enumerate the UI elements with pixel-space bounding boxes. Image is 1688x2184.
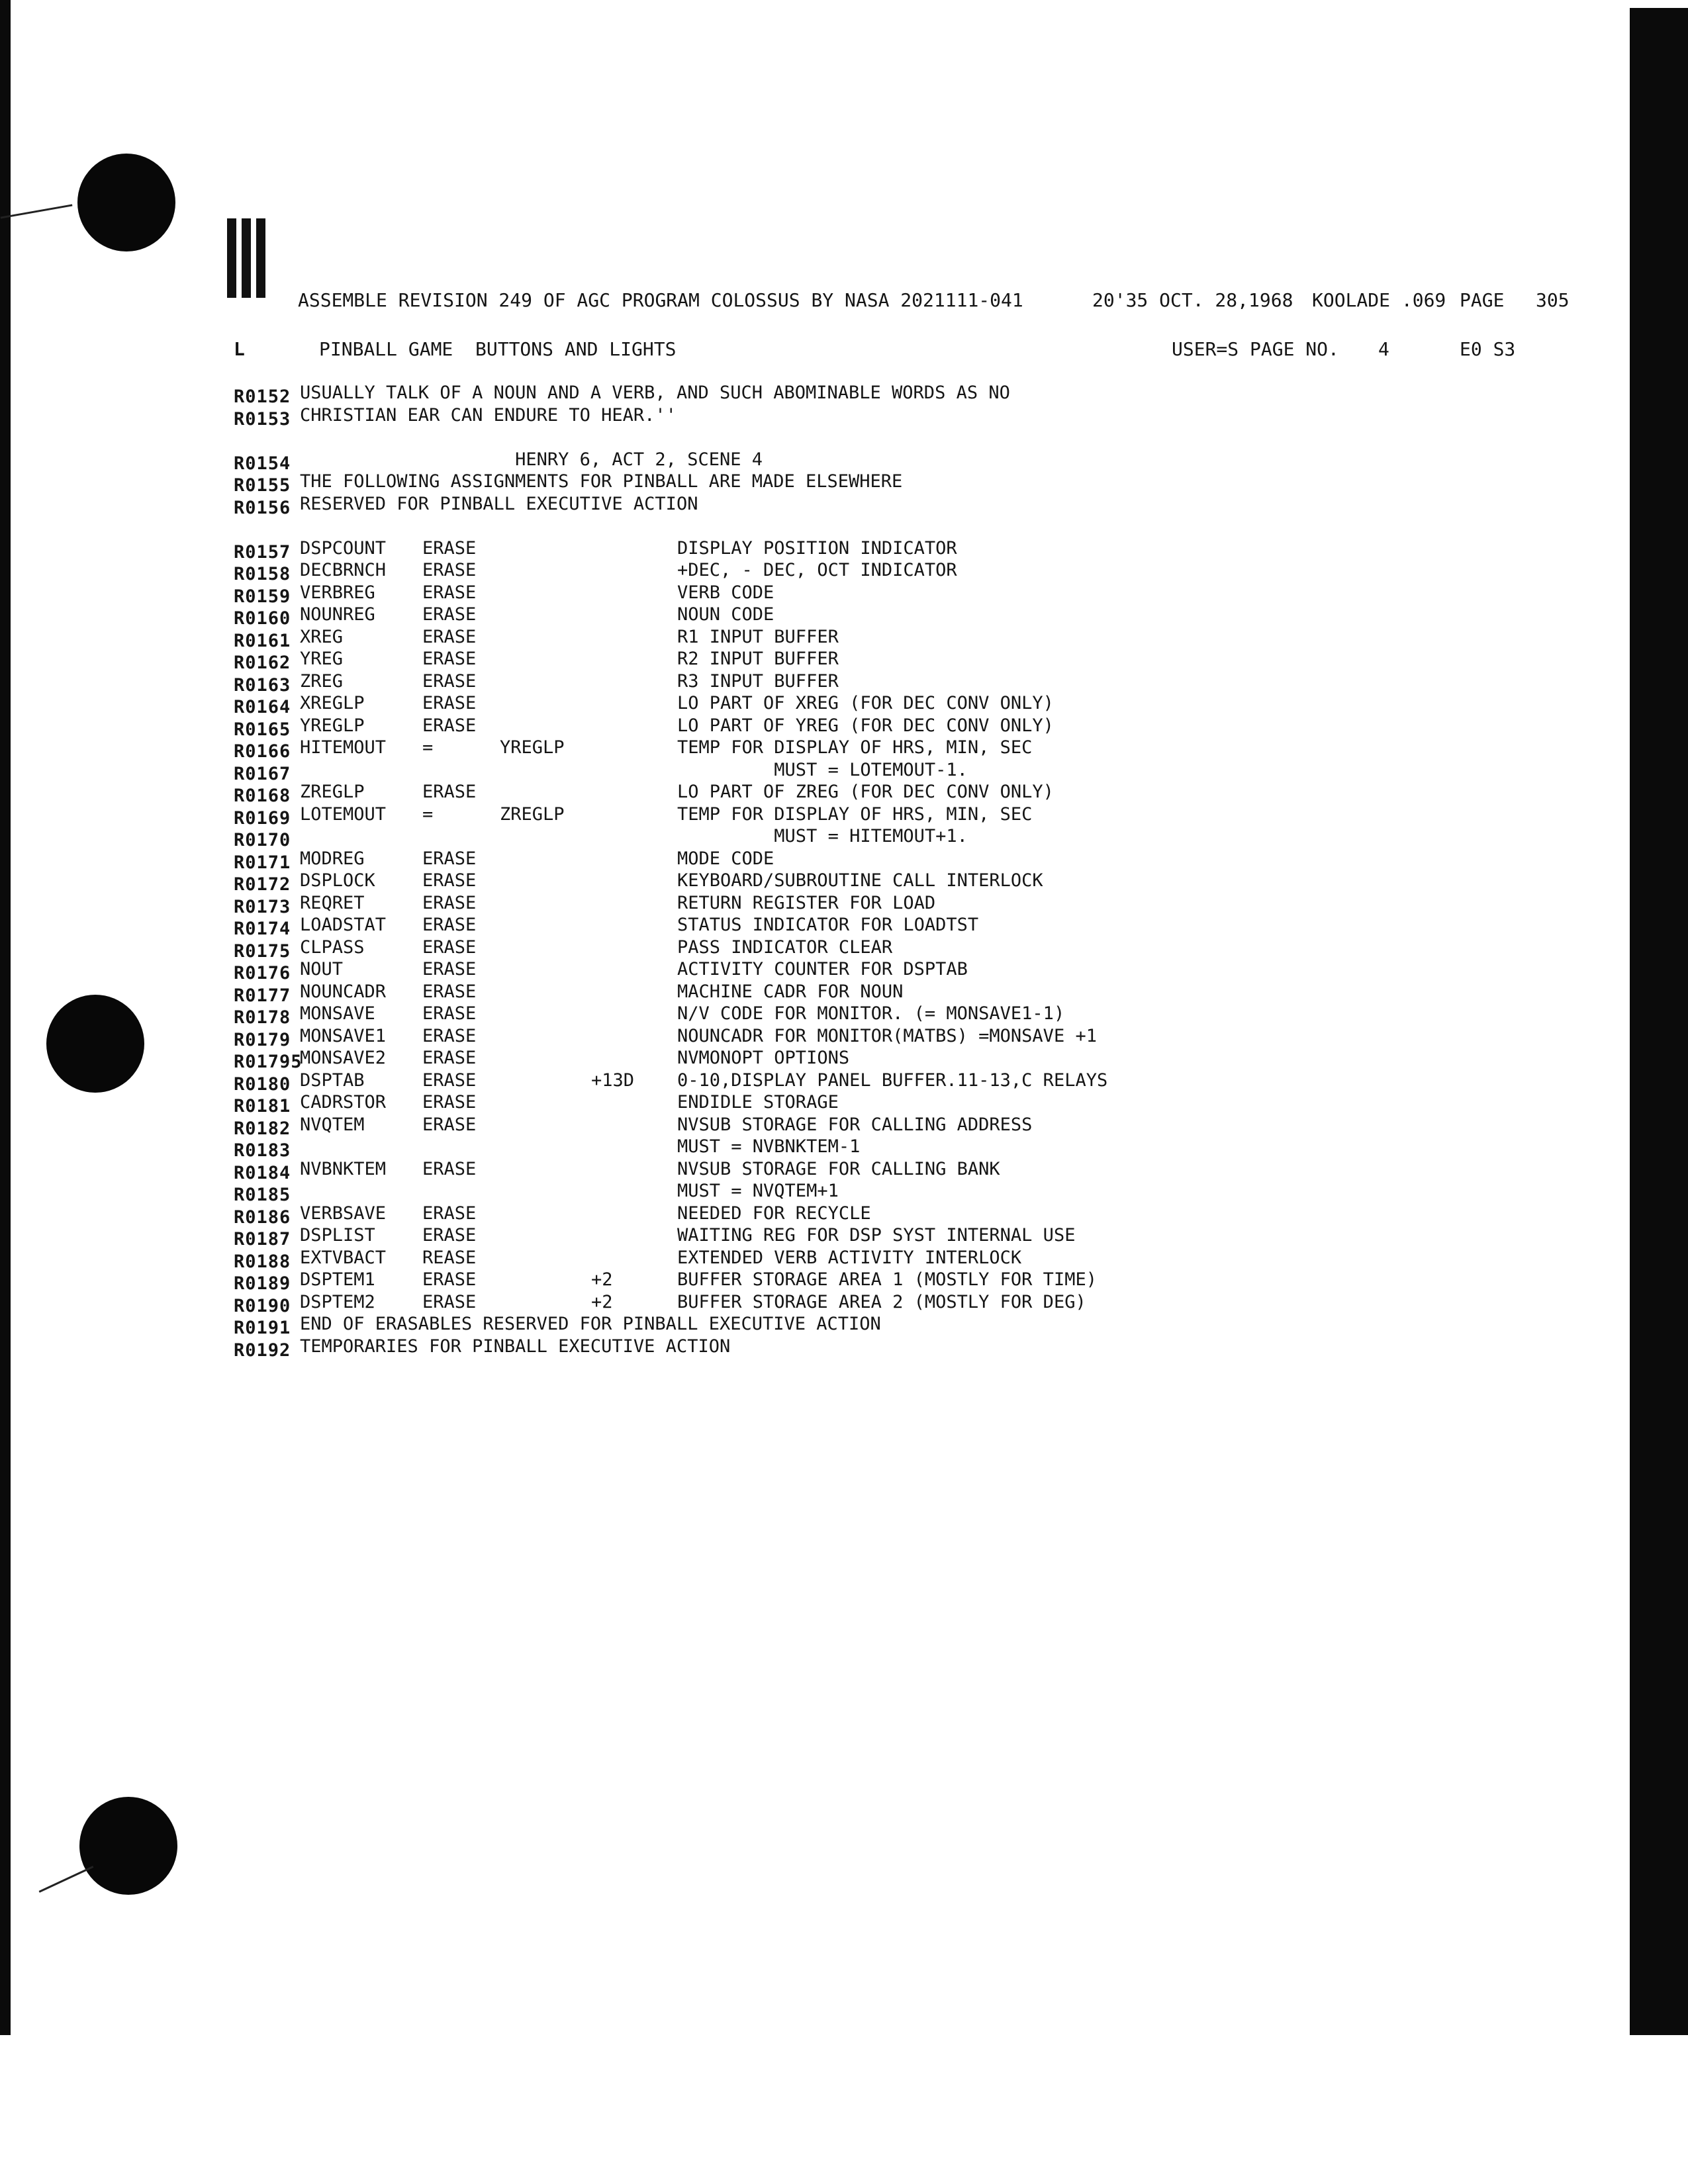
line-label: CLPASS xyxy=(300,936,365,958)
line-comment: MUST = NVQTEM+1 xyxy=(677,1181,839,1201)
listing-line xyxy=(234,449,1160,472)
line-label: NVBNKTEM xyxy=(300,1158,387,1179)
line-comment: ENDIDLE STORAGE xyxy=(677,1092,839,1113)
line-comment: R3 INPUT BUFFER xyxy=(677,670,839,692)
line-label: NOUT xyxy=(300,959,344,979)
line-comment: KEYBOARD/SUBROUTINE CALL INTERLOCK xyxy=(677,870,1043,891)
line-label: XREGLP xyxy=(300,693,365,713)
header-koolade: KOOLADE .069 xyxy=(1312,289,1446,311)
line-id: R0154 xyxy=(234,453,291,474)
line-op: ERASE xyxy=(422,560,477,580)
line-label: DSPTEM2 xyxy=(300,1291,375,1312)
code-line xyxy=(234,893,1160,915)
line-text: THE FOLLOWING ASSIGNMENTS FOR PINBALL ARE MADE ELSEWHERE xyxy=(300,471,903,492)
line-op: ERASE xyxy=(422,1048,477,1068)
code-line xyxy=(234,671,1160,694)
line-label: DSPTAB xyxy=(300,1069,365,1091)
header-timestamp: 20'35 OCT. 28,1968 xyxy=(1092,289,1293,311)
code-line xyxy=(234,538,1160,561)
line-id: R0191 xyxy=(234,1318,291,1338)
line-text: TEMPORARIES FOR PINBALL EXECUTIVE ACTION xyxy=(300,1336,731,1357)
line-id: R0188 xyxy=(234,1251,291,1272)
line-id: R0153 xyxy=(234,408,291,430)
line-id: R0181 xyxy=(234,1096,291,1116)
line-op: ERASE xyxy=(422,1203,477,1224)
code-line xyxy=(234,693,1160,715)
line-operand: ZREGLP xyxy=(500,803,565,825)
line-comment: LO PART OF ZREG (FOR DEC CONV ONLY) xyxy=(677,782,1054,802)
line-id: R0156 xyxy=(234,497,291,518)
line-id: R01795 xyxy=(234,1052,303,1072)
line-op: ERASE xyxy=(422,915,477,935)
line-op: ERASE xyxy=(422,981,477,1002)
code-line xyxy=(234,1181,1160,1203)
line-op: ERASE xyxy=(422,604,477,625)
line-id: R0158 xyxy=(234,564,291,584)
line-label: DSPLOCK xyxy=(300,870,375,891)
page-header xyxy=(0,289,1688,329)
line-label: NOUNCADR xyxy=(300,981,387,1002)
line-id: R0163 xyxy=(234,674,291,696)
line-label: ZREGLP xyxy=(300,782,365,802)
line-op: ERASE xyxy=(422,626,477,647)
line-comment: NVMONOPT OPTIONS xyxy=(677,1048,850,1068)
listing-line xyxy=(234,383,1160,405)
code-line xyxy=(234,604,1160,627)
code-line xyxy=(234,1248,1160,1270)
line-label: LOTEMOUT xyxy=(300,803,387,825)
line-operand: +2 xyxy=(591,1291,613,1312)
listing-line xyxy=(234,1336,1160,1359)
line-label: NVQTEM xyxy=(300,1114,365,1135)
line-label: YREGLP xyxy=(300,715,365,736)
code-line xyxy=(234,560,1160,582)
listing-line xyxy=(234,405,1160,428)
line-comment: R1 INPUT BUFFER xyxy=(677,626,839,647)
section-marker: L xyxy=(234,338,245,360)
line-id: R0160 xyxy=(234,608,291,629)
line-op: ERASE xyxy=(422,1092,477,1113)
line-comment: EXTENDED VERB ACTIVITY INTERLOCK xyxy=(677,1247,1022,1268)
line-comment: PASS INDICATOR CLEAR xyxy=(677,936,893,958)
code-line xyxy=(234,737,1160,760)
code-line xyxy=(234,1269,1160,1292)
line-id: R0162 xyxy=(234,653,291,673)
line-op: ERASE xyxy=(422,1158,477,1179)
user-page-label: USER=S PAGE NO. xyxy=(1172,338,1339,360)
line-label: DSPLIST xyxy=(300,1225,375,1246)
line-label: YREG xyxy=(300,649,344,669)
line-text: END OF ERASABLES RESERVED FOR PINBALL EXECUTIVE ACTION xyxy=(300,1314,881,1334)
line-id: R0177 xyxy=(234,985,291,1006)
line-op: ERASE xyxy=(422,537,477,559)
line-id: R0178 xyxy=(234,1007,291,1028)
header-page-label: PAGE xyxy=(1460,289,1505,311)
line-op: ERASE xyxy=(422,582,477,603)
line-op: ERASE xyxy=(422,1114,477,1135)
line-op: ERASE xyxy=(422,1003,477,1024)
line-comment: MODE CODE xyxy=(677,848,774,869)
code-line xyxy=(234,915,1160,937)
listing-lines xyxy=(234,383,1160,1361)
scan-mark xyxy=(1,204,73,218)
header-title: ASSEMBLE REVISION 249 OF AGC PROGRAM COLOSSUS BY NASA 2021111-041 xyxy=(298,289,1023,311)
line-operand: +2 xyxy=(591,1269,613,1290)
code-line xyxy=(234,1203,1160,1226)
line-id: R0186 xyxy=(234,1206,291,1228)
code-line xyxy=(234,760,1160,782)
line-id: R0192 xyxy=(234,1340,291,1361)
line-op: REASE xyxy=(422,1247,477,1268)
line-comment: N/V CODE FOR MONITOR. (= MONSAVE1-1) xyxy=(677,1003,1065,1024)
code-line xyxy=(234,1048,1160,1070)
line-label: MONSAVE xyxy=(300,1003,375,1024)
line-op: ERASE xyxy=(422,848,477,869)
line-id: R0164 xyxy=(234,697,291,717)
line-comment: MUST = NVBNKTEM-1 xyxy=(677,1136,861,1157)
section-title: PINBALL GAME BUTTONS AND LIGHTS xyxy=(319,338,677,360)
code-line xyxy=(234,848,1160,871)
line-id: R0172 xyxy=(234,874,291,895)
user-page-number: 4 xyxy=(1378,338,1389,360)
line-label: MONSAVE2 xyxy=(300,1048,387,1068)
line-op: = xyxy=(422,803,434,825)
line-id: R0182 xyxy=(234,1118,291,1139)
code-line xyxy=(234,1115,1160,1137)
code-line xyxy=(234,937,1160,960)
line-comment: R2 INPUT BUFFER xyxy=(677,649,839,669)
line-id: R0183 xyxy=(234,1140,291,1161)
code-line xyxy=(234,1136,1160,1159)
line-id: R0176 xyxy=(234,963,291,983)
line-text: HENRY 6, ACT 2, SCENE 4 xyxy=(300,449,763,470)
blank-line xyxy=(234,427,1160,449)
line-label: MODREG xyxy=(300,848,365,869)
line-op: ERASE xyxy=(422,1291,477,1312)
line-comment: VERB CODE xyxy=(677,582,774,603)
page-subheader xyxy=(0,338,1688,378)
punch-hole xyxy=(77,154,175,251)
punch-hole xyxy=(79,1797,177,1895)
line-comment: NVSUB STORAGE FOR CALLING ADDRESS xyxy=(677,1114,1033,1135)
line-comment: MACHINE CADR FOR NOUN xyxy=(677,981,904,1002)
line-operand: YREGLP xyxy=(500,737,565,758)
code-line xyxy=(234,826,1160,848)
line-id: R0184 xyxy=(234,1162,291,1183)
code-line xyxy=(234,1092,1160,1115)
line-label: NOUNREG xyxy=(300,604,375,625)
line-op: ERASE xyxy=(422,959,477,979)
line-comment: BUFFER STORAGE AREA 2 (MOSTLY FOR DEG) xyxy=(677,1291,1086,1312)
line-comment: STATUS INDICATOR FOR LOADTST xyxy=(677,915,979,935)
line-label: LOADSTAT xyxy=(300,915,387,935)
code-line xyxy=(234,804,1160,827)
line-comment: TEMP FOR DISPLAY OF HRS, MIN, SEC xyxy=(677,737,1033,758)
line-comment: MUST = LOTEMOUT-1. xyxy=(677,759,968,780)
header-page-number: 305 xyxy=(1536,289,1570,311)
code-line xyxy=(234,649,1160,671)
line-id: R0165 xyxy=(234,719,291,740)
line-text: CHRISTIAN EAR CAN ENDURE TO HEAR.'' xyxy=(300,404,677,426)
code-line xyxy=(234,1159,1160,1181)
line-op: ERASE xyxy=(422,1269,477,1290)
code-line xyxy=(234,1003,1160,1026)
line-comment: ACTIVITY COUNTER FOR DSPTAB xyxy=(677,959,968,979)
listing-line xyxy=(234,471,1160,494)
line-label: DECBRNCH xyxy=(300,560,387,580)
line-id: R0170 xyxy=(234,830,291,850)
listing-line xyxy=(234,494,1160,516)
line-id: R0171 xyxy=(234,852,291,873)
line-op: ERASE xyxy=(422,936,477,958)
line-id: R0187 xyxy=(234,1229,291,1250)
line-comment: DISPLAY POSITION INDICATOR xyxy=(677,537,957,559)
line-comment: NEEDED FOR RECYCLE xyxy=(677,1203,871,1224)
line-text: USUALLY TALK OF A NOUN AND A VERB, AND SUCH ABOMINABLE WORDS AS NO xyxy=(300,383,1010,403)
line-comment: NVSUB STORAGE FOR CALLING BANK xyxy=(677,1158,1000,1179)
line-op: ERASE xyxy=(422,892,477,913)
code-line xyxy=(234,1026,1160,1048)
line-label: VERBSAVE xyxy=(300,1203,387,1224)
code-line xyxy=(234,715,1160,738)
line-comment: 0-10,DISPLAY PANEL BUFFER.11-13,C RELAYS xyxy=(677,1069,1108,1091)
line-op: ERASE xyxy=(422,670,477,692)
punch-hole xyxy=(46,995,144,1093)
line-op: ERASE xyxy=(422,870,477,891)
line-label: VERBREG xyxy=(300,582,375,603)
line-op: ERASE xyxy=(422,693,477,713)
line-id: R0174 xyxy=(234,919,291,939)
code-line xyxy=(234,1070,1160,1093)
line-label: XREG xyxy=(300,626,344,647)
line-comment: BUFFER STORAGE AREA 1 (MOSTLY FOR TIME) xyxy=(677,1269,1097,1290)
line-id: R0185 xyxy=(234,1185,291,1205)
listing-line xyxy=(234,1314,1160,1336)
line-comment: LO PART OF XREG (FOR DEC CONV ONLY) xyxy=(677,693,1054,713)
code-line xyxy=(234,870,1160,893)
line-id: R0161 xyxy=(234,630,291,651)
line-comment: MUST = HITEMOUT+1. xyxy=(677,826,968,846)
line-id: R0168 xyxy=(234,786,291,806)
line-id: R0175 xyxy=(234,940,291,962)
line-id: R0190 xyxy=(234,1295,291,1316)
line-label: EXTVBACT xyxy=(300,1247,387,1268)
line-id: R0166 xyxy=(234,741,291,762)
line-comment: NOUN CODE xyxy=(677,604,774,625)
line-op: ERASE xyxy=(422,649,477,669)
line-label: HITEMOUT xyxy=(300,737,387,758)
line-label: REQRET xyxy=(300,892,365,913)
line-id: R0180 xyxy=(234,1073,291,1095)
line-op: = xyxy=(422,737,434,758)
line-id: R0152 xyxy=(234,387,291,407)
line-id: R0167 xyxy=(234,763,291,784)
code-line xyxy=(234,627,1160,649)
line-id: R0169 xyxy=(234,807,291,829)
line-id: R0155 xyxy=(234,475,291,496)
code-line xyxy=(234,582,1160,605)
code-line xyxy=(234,782,1160,804)
line-operand: +13D xyxy=(591,1069,635,1091)
line-id: R0179 xyxy=(234,1029,291,1050)
blank-line xyxy=(234,516,1160,538)
line-comment: TEMP FOR DISPLAY OF HRS, MIN, SEC xyxy=(677,803,1033,825)
line-text: RESERVED FOR PINBALL EXECUTIVE ACTION xyxy=(300,493,698,514)
line-id: R0157 xyxy=(234,541,291,563)
code-line xyxy=(234,1292,1160,1314)
code-line xyxy=(234,1225,1160,1248)
line-label: ZREG xyxy=(300,670,344,692)
code-line xyxy=(234,959,1160,981)
line-id: R0159 xyxy=(234,586,291,607)
scan-mark xyxy=(39,1866,94,1893)
line-label: DSPCOUNT xyxy=(300,537,387,559)
line-op: ERASE xyxy=(422,715,477,736)
line-comment: RETURN REGISTER FOR LOAD xyxy=(677,892,936,913)
line-op: ERASE xyxy=(422,1225,477,1246)
code-line xyxy=(234,981,1160,1004)
line-comment: LO PART OF YREG (FOR DEC CONV ONLY) xyxy=(677,715,1054,736)
line-comment: +DEC, - DEC, OCT INDICATOR xyxy=(677,560,957,580)
line-label: DSPTEM1 xyxy=(300,1269,375,1290)
line-id: R0173 xyxy=(234,896,291,917)
line-id: R0189 xyxy=(234,1273,291,1294)
line-comment: WAITING REG FOR DSP SYST INTERNAL USE xyxy=(677,1225,1076,1246)
line-op: ERASE xyxy=(422,1069,477,1091)
line-op: ERASE xyxy=(422,1025,477,1046)
section-code: E0 S3 xyxy=(1460,338,1516,360)
line-op: ERASE xyxy=(422,782,477,802)
line-label: CADRSTOR xyxy=(300,1092,387,1113)
line-comment: NOUNCADR FOR MONITOR(MATBS) =MONSAVE +1 xyxy=(677,1025,1097,1046)
line-label: MONSAVE1 xyxy=(300,1025,387,1046)
